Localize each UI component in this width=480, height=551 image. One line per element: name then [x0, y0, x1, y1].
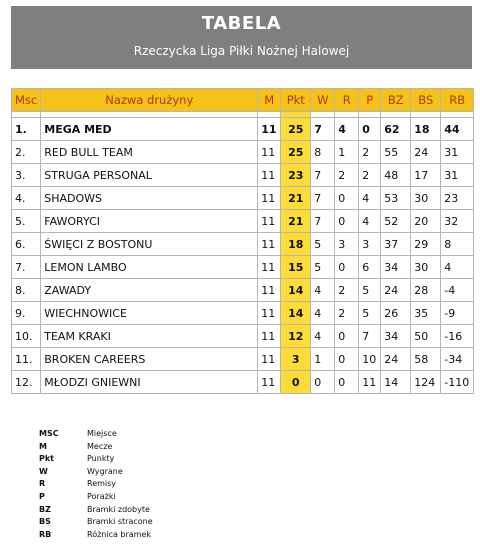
- legend-desc: Punkty: [87, 454, 115, 464]
- points-cell: 21: [281, 210, 311, 233]
- wins-cell: 4: [311, 325, 335, 348]
- col-header-goal-diff: RB: [441, 89, 474, 112]
- position-cell: 4.: [12, 187, 41, 210]
- position-cell: 7.: [12, 256, 41, 279]
- team-name-cell: LEMON LAMBO: [41, 256, 258, 279]
- legend-abbr: P: [39, 491, 45, 501]
- losses-cell: 10: [359, 348, 381, 371]
- legend-item: [39, 466, 153, 479]
- goals-scored-cell: 48: [381, 164, 411, 187]
- goals-conceded-cell: 50: [411, 325, 441, 348]
- page-title: TABELA: [201, 13, 282, 34]
- goals-conceded-cell: 17: [411, 164, 441, 187]
- goals-conceded-cell: 24: [411, 141, 441, 164]
- points-cell: 3: [281, 348, 311, 371]
- points-cell: 25: [281, 118, 311, 141]
- league-subtitle: Rzeczycka Liga Piłki Nożnej Halowej: [133, 44, 350, 58]
- draws-cell: 4: [335, 118, 359, 141]
- position-cell: 6.: [12, 233, 41, 256]
- wins-cell: 7: [311, 118, 335, 141]
- wins-cell: 7: [311, 164, 335, 187]
- col-header-points: Pkt: [281, 89, 311, 112]
- position-cell: 1.: [12, 118, 41, 141]
- wins-cell: 4: [311, 279, 335, 302]
- legend-abbr: MSC: [39, 429, 59, 438]
- goals-conceded-cell: 18: [411, 118, 441, 141]
- standings-table: [11, 88, 474, 394]
- goal-diff-cell: 8: [441, 233, 474, 256]
- table-row: [12, 187, 474, 210]
- draws-cell: 0: [335, 348, 359, 371]
- position-cell: 11.: [12, 348, 41, 371]
- table-row: [12, 302, 474, 325]
- team-name-cell: MEGA MED: [41, 118, 258, 141]
- legend-item: [39, 504, 153, 517]
- table-row: [12, 279, 474, 302]
- losses-cell: 11: [359, 371, 381, 394]
- draws-cell: 2: [335, 302, 359, 325]
- matches-cell: 11: [258, 210, 281, 233]
- points-cell: 14: [281, 302, 311, 325]
- goals-scored-cell: 34: [381, 325, 411, 348]
- legend-abbr: M: [39, 441, 47, 451]
- goals-scored-cell: 53: [381, 187, 411, 210]
- losses-cell: 3: [359, 233, 381, 256]
- legend-item: [39, 478, 153, 491]
- team-name-cell: WIECHNOWICE: [41, 302, 258, 325]
- wins-cell: 5: [311, 256, 335, 279]
- draws-cell: 2: [335, 279, 359, 302]
- goal-diff-cell: 44: [441, 118, 474, 141]
- table-row: [12, 325, 474, 348]
- goals-conceded-cell: 30: [411, 187, 441, 210]
- wins-cell: 1: [311, 348, 335, 371]
- legend-desc: Porażki: [87, 491, 116, 501]
- legend-desc: Remisy: [87, 479, 117, 489]
- draws-cell: 1: [335, 141, 359, 164]
- col-header-msc: Msc: [12, 89, 41, 112]
- legend-desc: Miejsce: [87, 429, 117, 438]
- position-cell: 9.: [12, 302, 41, 325]
- goals-conceded-cell: 35: [411, 302, 441, 325]
- team-name-cell: MŁODZI GNIEWNI: [41, 371, 258, 394]
- matches-cell: 11: [258, 256, 281, 279]
- legend-item: [39, 529, 153, 542]
- losses-cell: 2: [359, 164, 381, 187]
- goal-diff-cell: -9: [441, 302, 474, 325]
- col-header-team: Nazwa drużyny: [41, 89, 258, 112]
- legend-abbr: BS: [39, 517, 51, 527]
- table-row: [12, 118, 474, 141]
- goals-scored-cell: 14: [381, 371, 411, 394]
- team-name-cell: ŚWIĘCI Z BOSTONU: [41, 233, 258, 256]
- goal-diff-cell: -4: [441, 279, 474, 302]
- legend-desc: Różnica bramek: [87, 529, 152, 539]
- position-cell: 12.: [12, 371, 41, 394]
- losses-cell: 7: [359, 325, 381, 348]
- goal-diff-cell: 4: [441, 256, 474, 279]
- team-name-cell: FAWORYCI: [41, 210, 258, 233]
- losses-cell: 5: [359, 302, 381, 325]
- legend-desc: Bramki stracone: [87, 517, 153, 527]
- matches-cell: 11: [258, 187, 281, 210]
- points-cell: 15: [281, 256, 311, 279]
- table-row: [12, 256, 474, 279]
- losses-cell: 4: [359, 210, 381, 233]
- draws-cell: 3: [335, 233, 359, 256]
- col-header-wins: W: [311, 89, 335, 112]
- matches-cell: 11: [258, 279, 281, 302]
- legend-item: [39, 453, 153, 466]
- goals-conceded-cell: 124: [411, 371, 441, 394]
- position-cell: 3.: [12, 164, 41, 187]
- legend-abbr: Pkt: [39, 454, 55, 464]
- col-header-losses: P: [359, 89, 381, 112]
- matches-cell: 11: [258, 371, 281, 394]
- goals-scored-cell: 55: [381, 141, 411, 164]
- team-name-cell: BROKEN CAREERS: [41, 348, 258, 371]
- matches-cell: 11: [258, 348, 281, 371]
- losses-cell: 6: [359, 256, 381, 279]
- goal-diff-cell: -34: [441, 348, 474, 371]
- legend-item: [39, 428, 153, 441]
- table-row: [12, 348, 474, 371]
- goals-conceded-cell: 29: [411, 233, 441, 256]
- team-name-cell: RED BULL TEAM: [41, 141, 258, 164]
- goals-scored-cell: 37: [381, 233, 411, 256]
- wins-cell: 0: [311, 371, 335, 394]
- draws-cell: 0: [335, 325, 359, 348]
- table-row: [12, 371, 474, 394]
- goal-diff-cell: 32: [441, 210, 474, 233]
- goals-scored-cell: 62: [381, 118, 411, 141]
- draws-cell: 0: [335, 371, 359, 394]
- position-cell: 2.: [12, 141, 41, 164]
- legend-desc: Bramki zdobyte: [87, 504, 150, 514]
- draws-cell: 2: [335, 164, 359, 187]
- legend-desc: Mecze: [87, 441, 113, 451]
- points-cell: 23: [281, 164, 311, 187]
- points-cell: 25: [281, 141, 311, 164]
- goal-diff-cell: 31: [441, 141, 474, 164]
- losses-cell: 0: [359, 118, 381, 141]
- wins-cell: 4: [311, 302, 335, 325]
- draws-cell: 0: [335, 210, 359, 233]
- legend-abbr: W: [39, 466, 48, 476]
- legend-abbr: BZ: [39, 504, 51, 514]
- wins-cell: 8: [311, 141, 335, 164]
- table-header-row: [12, 89, 474, 112]
- points-cell: 14: [281, 279, 311, 302]
- goals-scored-cell: 24: [381, 348, 411, 371]
- col-header-goals-scored: BZ: [381, 89, 411, 112]
- points-cell: 0: [281, 371, 311, 394]
- goals-conceded-cell: 20: [411, 210, 441, 233]
- legend-item: [39, 441, 153, 454]
- goals-scored-cell: 26: [381, 302, 411, 325]
- matches-cell: 11: [258, 302, 281, 325]
- table-row: [12, 233, 474, 256]
- points-cell: 21: [281, 187, 311, 210]
- legend-item: [39, 516, 153, 529]
- team-name-cell: TEAM KRAKI: [41, 325, 258, 348]
- matches-cell: 11: [258, 118, 281, 141]
- position-cell: 10.: [12, 325, 41, 348]
- matches-cell: 11: [258, 141, 281, 164]
- matches-cell: 11: [258, 233, 281, 256]
- col-header-goals-conceded: BS: [411, 89, 441, 112]
- legend: [39, 428, 153, 541]
- table-row: [12, 210, 474, 233]
- team-name-cell: ZAWADY: [41, 279, 258, 302]
- standings-body: [12, 112, 474, 394]
- goal-diff-cell: 23: [441, 187, 474, 210]
- goal-diff-cell: 31: [441, 164, 474, 187]
- wins-cell: 5: [311, 233, 335, 256]
- position-cell: 5.: [12, 210, 41, 233]
- points-cell: 18: [281, 233, 311, 256]
- wins-cell: 7: [311, 210, 335, 233]
- losses-cell: 5: [359, 279, 381, 302]
- team-name-cell: SHADOWS: [41, 187, 258, 210]
- col-header-matches: M: [258, 89, 281, 112]
- losses-cell: 2: [359, 141, 381, 164]
- goals-scored-cell: 34: [381, 256, 411, 279]
- goals-conceded-cell: 30: [411, 256, 441, 279]
- goal-diff-cell: -110: [441, 371, 474, 394]
- wins-cell: 7: [311, 187, 335, 210]
- position-cell: 8.: [12, 279, 41, 302]
- goal-diff-cell: -16: [441, 325, 474, 348]
- table-row: [12, 141, 474, 164]
- points-cell: 12: [281, 325, 311, 348]
- draws-cell: 0: [335, 256, 359, 279]
- goals-conceded-cell: 58: [411, 348, 441, 371]
- draws-cell: 0: [335, 187, 359, 210]
- legend-desc: Wygrane: [87, 466, 123, 476]
- goals-scored-cell: 24: [381, 279, 411, 302]
- goals-conceded-cell: 28: [411, 279, 441, 302]
- legend-item: [39, 491, 153, 504]
- goals-scored-cell: 52: [381, 210, 411, 233]
- col-header-draws: R: [335, 89, 359, 112]
- team-name-cell: STRUGA PERSONAL: [41, 164, 258, 187]
- table-row: [12, 164, 474, 187]
- matches-cell: 11: [258, 325, 281, 348]
- title-banner: [11, 6, 472, 69]
- legend-abbr: RB: [39, 529, 52, 539]
- matches-cell: 11: [258, 164, 281, 187]
- legend-abbr: R: [39, 479, 46, 489]
- losses-cell: 4: [359, 187, 381, 210]
